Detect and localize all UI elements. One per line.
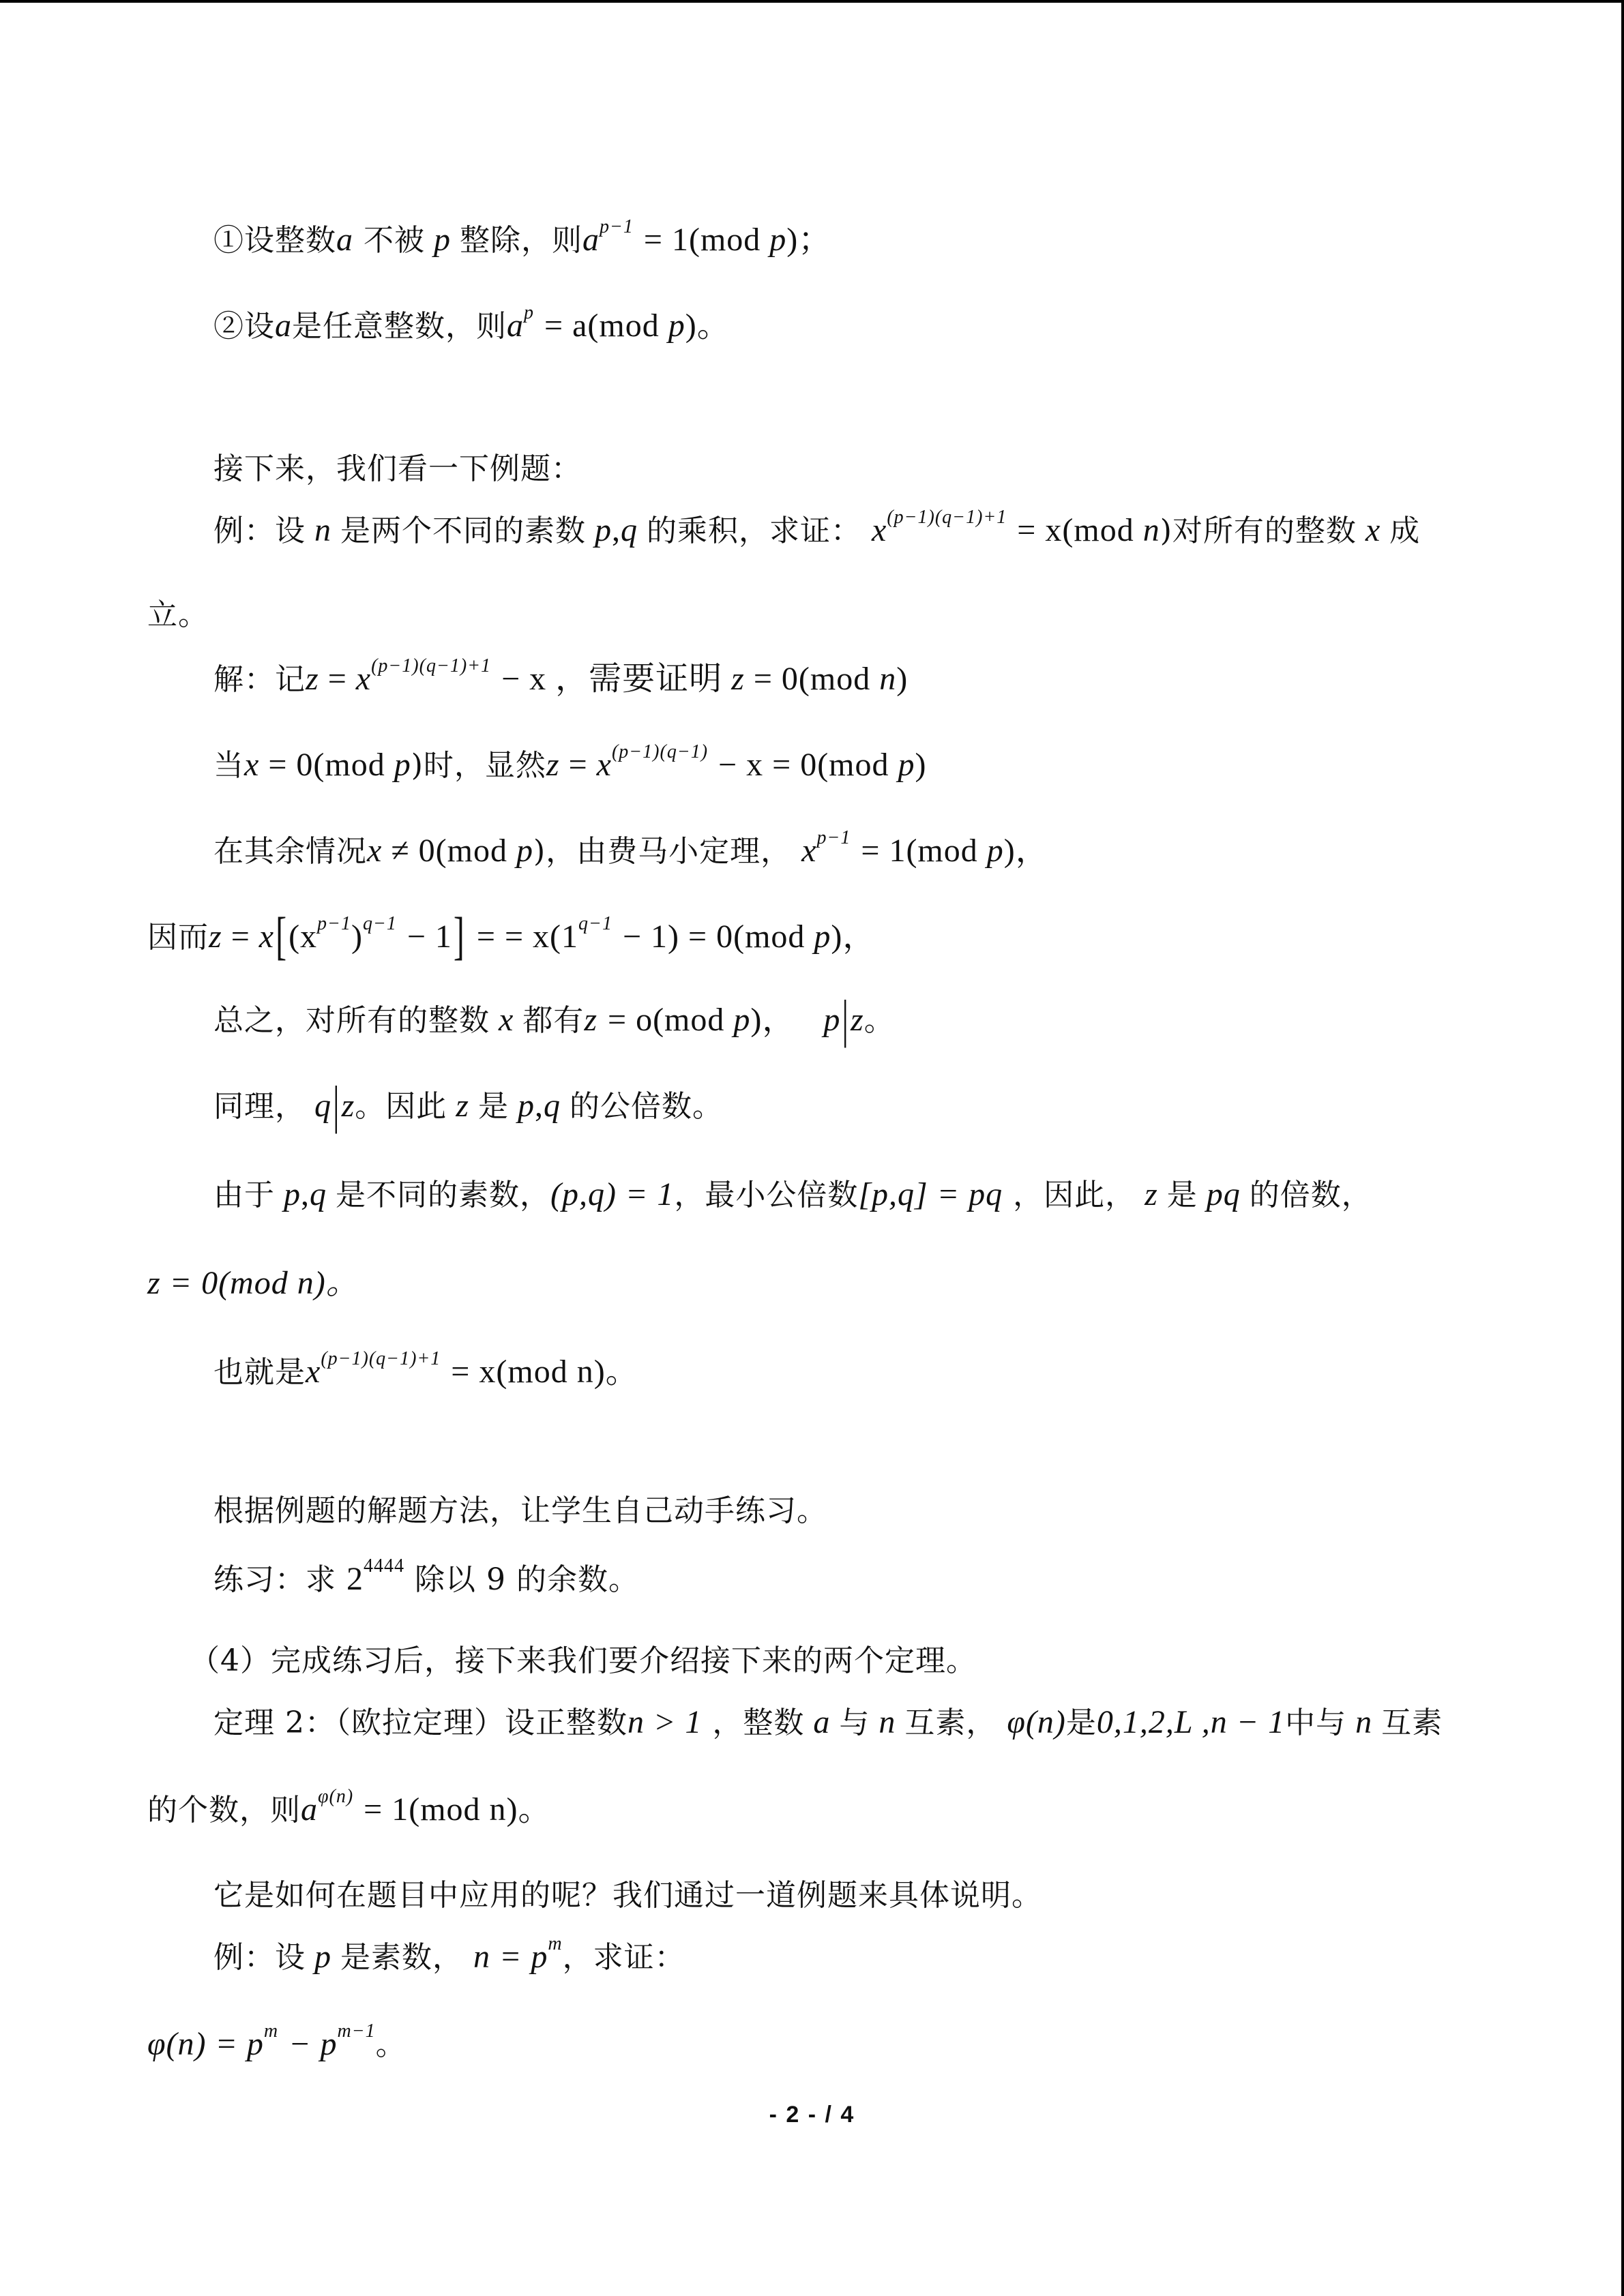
practice-intro: 根据例题的解题方法，让学生自己动手练习。 xyxy=(213,1493,827,1528)
text: 解：记 xyxy=(213,662,306,697)
text: 。 xyxy=(863,1003,895,1038)
example1-question: 例：设 n 是两个不同的素数 p,q 的乘积，求证： $x^{(p-1)(q-1)+1} = x(mod$ n)对所有的整数 x 成 xyxy=(213,507,1421,548)
text: 同理， xyxy=(213,1089,306,1124)
text: 是 xyxy=(1166,1178,1198,1212)
text: ，求证： xyxy=(562,1940,685,1975)
exponent: 4444 xyxy=(364,1555,404,1577)
text: )时，显然 xyxy=(411,748,546,783)
theorem2-statement-cont: 的个数，则$a^{\varphi(n)} = 1(mod$ n)。 xyxy=(147,1786,552,1828)
text: 与 xyxy=(839,1705,870,1740)
formula: ≠ 0(mod xyxy=(391,833,507,869)
formula: 0,1,2,L ,n − 1 xyxy=(1096,1704,1286,1740)
formula: = o(mod xyxy=(608,1002,725,1038)
text: 是两个不同的素数 xyxy=(340,513,586,548)
formula: = x(mod n)。 xyxy=(451,1354,639,1390)
exponent: (p−1)(q−1) xyxy=(611,741,709,762)
text: )。 xyxy=(685,308,730,344)
number: 2 xyxy=(346,1561,364,1597)
formula: (x xyxy=(289,919,318,955)
text: 不被 xyxy=(364,223,425,258)
top-border xyxy=(0,0,1624,3)
text: ，因此， xyxy=(1013,1178,1136,1212)
exponent: φ(n) xyxy=(318,1786,354,1807)
text: 是素数， xyxy=(340,1940,463,1975)
text: 。 xyxy=(375,2027,407,2062)
page-number: - 2 - / 4 xyxy=(769,2102,855,2128)
solution-line1: 解：记$z = x^{(p-1)(q-1)+1} - x$ ，需要证明 z = 0(mod n) xyxy=(213,655,909,697)
exponent: (p−1)(q−1)+1 xyxy=(887,507,1007,528)
solution-line2: 当x = 0(mod p)时，显然$z = x^{(p-1)(q-1)} - x = 0(mod$ p) xyxy=(213,741,927,783)
formula: − p xyxy=(289,2026,338,2062)
formula: z = 0(mod n)。 xyxy=(147,1265,359,1301)
text: )， xyxy=(1003,833,1049,869)
text: − x ，需要证明 xyxy=(501,661,723,697)
example2-formula: $\varphi(n) = p^m - p^{m-1}$。 xyxy=(147,2021,407,2062)
text: 中与 xyxy=(1285,1705,1347,1740)
right-border xyxy=(1621,0,1624,2296)
formula: [p,q] = pq xyxy=(858,1176,1003,1212)
theorem1-item1: ①设整数a 不被 p 整除，则$a^{p-1} = 1(mod$ p)； xyxy=(213,216,832,258)
solution-line8 xyxy=(147,1263,359,1304)
text: 练习：求 xyxy=(213,1562,336,1597)
formula: n > 1 xyxy=(627,1704,703,1740)
theorem2-intro: （4）完成练习后，接下来我们要介绍接下来的两个定理。 xyxy=(190,1643,977,1678)
text: )对所有的整数 xyxy=(1160,513,1357,548)
text: ) xyxy=(896,661,909,697)
text: 互素， xyxy=(904,1705,997,1740)
formula: = 1(mod xyxy=(643,222,761,258)
text: 是任意整数，则 xyxy=(292,309,507,344)
text: 互素 xyxy=(1381,1705,1443,1740)
formula: (p,q) = 1 xyxy=(550,1176,675,1212)
text: 整除，则 xyxy=(460,223,582,258)
formula: φ(n) xyxy=(1007,1704,1066,1740)
formula: = x(1 xyxy=(504,919,579,955)
solution-line9: 也就是$x^{(p-1)(q-1)+1} = x(mod$ n)。 xyxy=(213,1348,639,1390)
text: 例：设 xyxy=(213,513,306,548)
formula: n = p xyxy=(473,1939,548,1975)
text: 。因此 xyxy=(355,1089,447,1124)
example1-question-cont: 立。 xyxy=(147,597,209,632)
theorem2-statement: 定理 2：（欧拉定理）设正整数n > 1 ，整数 a 与 n 互素， φ(n)是0,1,2,L ,n − 1中与 n 互素 xyxy=(213,1704,1443,1740)
text: ①设整数 xyxy=(213,223,336,258)
theorem1-item2: ②设a是任意整数，则$a^p = a(mod$ p)。 xyxy=(213,302,730,344)
text: 是 xyxy=(1065,1705,1097,1740)
text: 的公倍数。 xyxy=(569,1089,723,1124)
text: 是不同的素数， xyxy=(336,1178,550,1212)
text: 因而 xyxy=(147,920,209,955)
formula: φ(n) = p xyxy=(147,2026,264,2062)
example2-intro: 它是如何在题目中应用的呢？我们通过一道例题来具体说明。 xyxy=(213,1878,1042,1913)
text: 都有 xyxy=(522,1003,585,1038)
text: 也就是 xyxy=(213,1355,306,1390)
text: 由于 xyxy=(213,1178,275,1212)
text: ，整数 xyxy=(712,1705,805,1740)
formula: = x(mod xyxy=(1017,512,1134,548)
text: 总之，对所有的整数 xyxy=(213,1003,490,1038)
text: ，最小公倍数 xyxy=(674,1178,859,1212)
text: 的个数，则 xyxy=(147,1793,301,1828)
text: 例：设 xyxy=(213,1940,306,1975)
text: )，由费马小定理， xyxy=(533,834,792,869)
text: )， xyxy=(831,919,876,955)
formula: − 1 xyxy=(407,919,452,955)
exponent: (p−1)(q−1)+1 xyxy=(371,655,492,676)
example1-intro: 接下来，我们看一下例题： xyxy=(213,451,582,486)
text: 成 xyxy=(1389,513,1421,548)
solution-line6: 同理， q|z。因此 z 是 p,q 的公倍数。 xyxy=(213,1076,723,1135)
text: ②设 xyxy=(213,309,275,344)
text: 的乘积，求证： xyxy=(647,513,861,548)
formula: = 0(mod xyxy=(268,747,385,783)
text: ) xyxy=(915,747,927,783)
text: 当 xyxy=(213,748,244,783)
formula: − 1) = 0(mod xyxy=(622,919,806,955)
solution-line4: 因而$z = x[(x^{p-1})^{q-1} - 1]$ = = $x(1^{q-1} - 1) = 0(mod$ p)， xyxy=(147,907,876,966)
solution-line5: 总之，对所有的整数 x 都有z = o(mod p)， p|z。 xyxy=(213,990,895,1049)
solution-line3: 在其余情况x ≠ 0(mod p)，由费马小定理， $x^{p-1} = 1(mod$ p)， xyxy=(213,827,1049,869)
text: 定理 2：（欧拉定理）设正整数 xyxy=(213,1705,628,1740)
text: 除以 9 的余数。 xyxy=(415,1562,639,1597)
formula: = 0(mod xyxy=(753,661,871,697)
text: 的倍数， xyxy=(1249,1178,1372,1212)
exponent: (p−1)(q−1)+1 xyxy=(321,1348,441,1369)
practice-question xyxy=(213,1555,639,1600)
formula: − x = 0(mod xyxy=(718,747,889,783)
formula: = 1(mod xyxy=(861,833,978,869)
example2-question: 例：设 p 是素数， $n = p^m$，求证： xyxy=(213,1933,685,1975)
solution-line7: 由于 p,q 是不同的素数，(p,q) = 1，最小公倍数[p,q] = pq ，因此， z 是 pq 的倍数， xyxy=(213,1176,1372,1212)
formula: = 1(mod n)。 xyxy=(364,1791,552,1828)
text: )； xyxy=(786,222,832,258)
text: 是 xyxy=(477,1089,509,1124)
formula: = a(mod xyxy=(544,308,660,344)
text: )， xyxy=(750,1002,796,1038)
text: 在其余情况 xyxy=(213,834,367,869)
